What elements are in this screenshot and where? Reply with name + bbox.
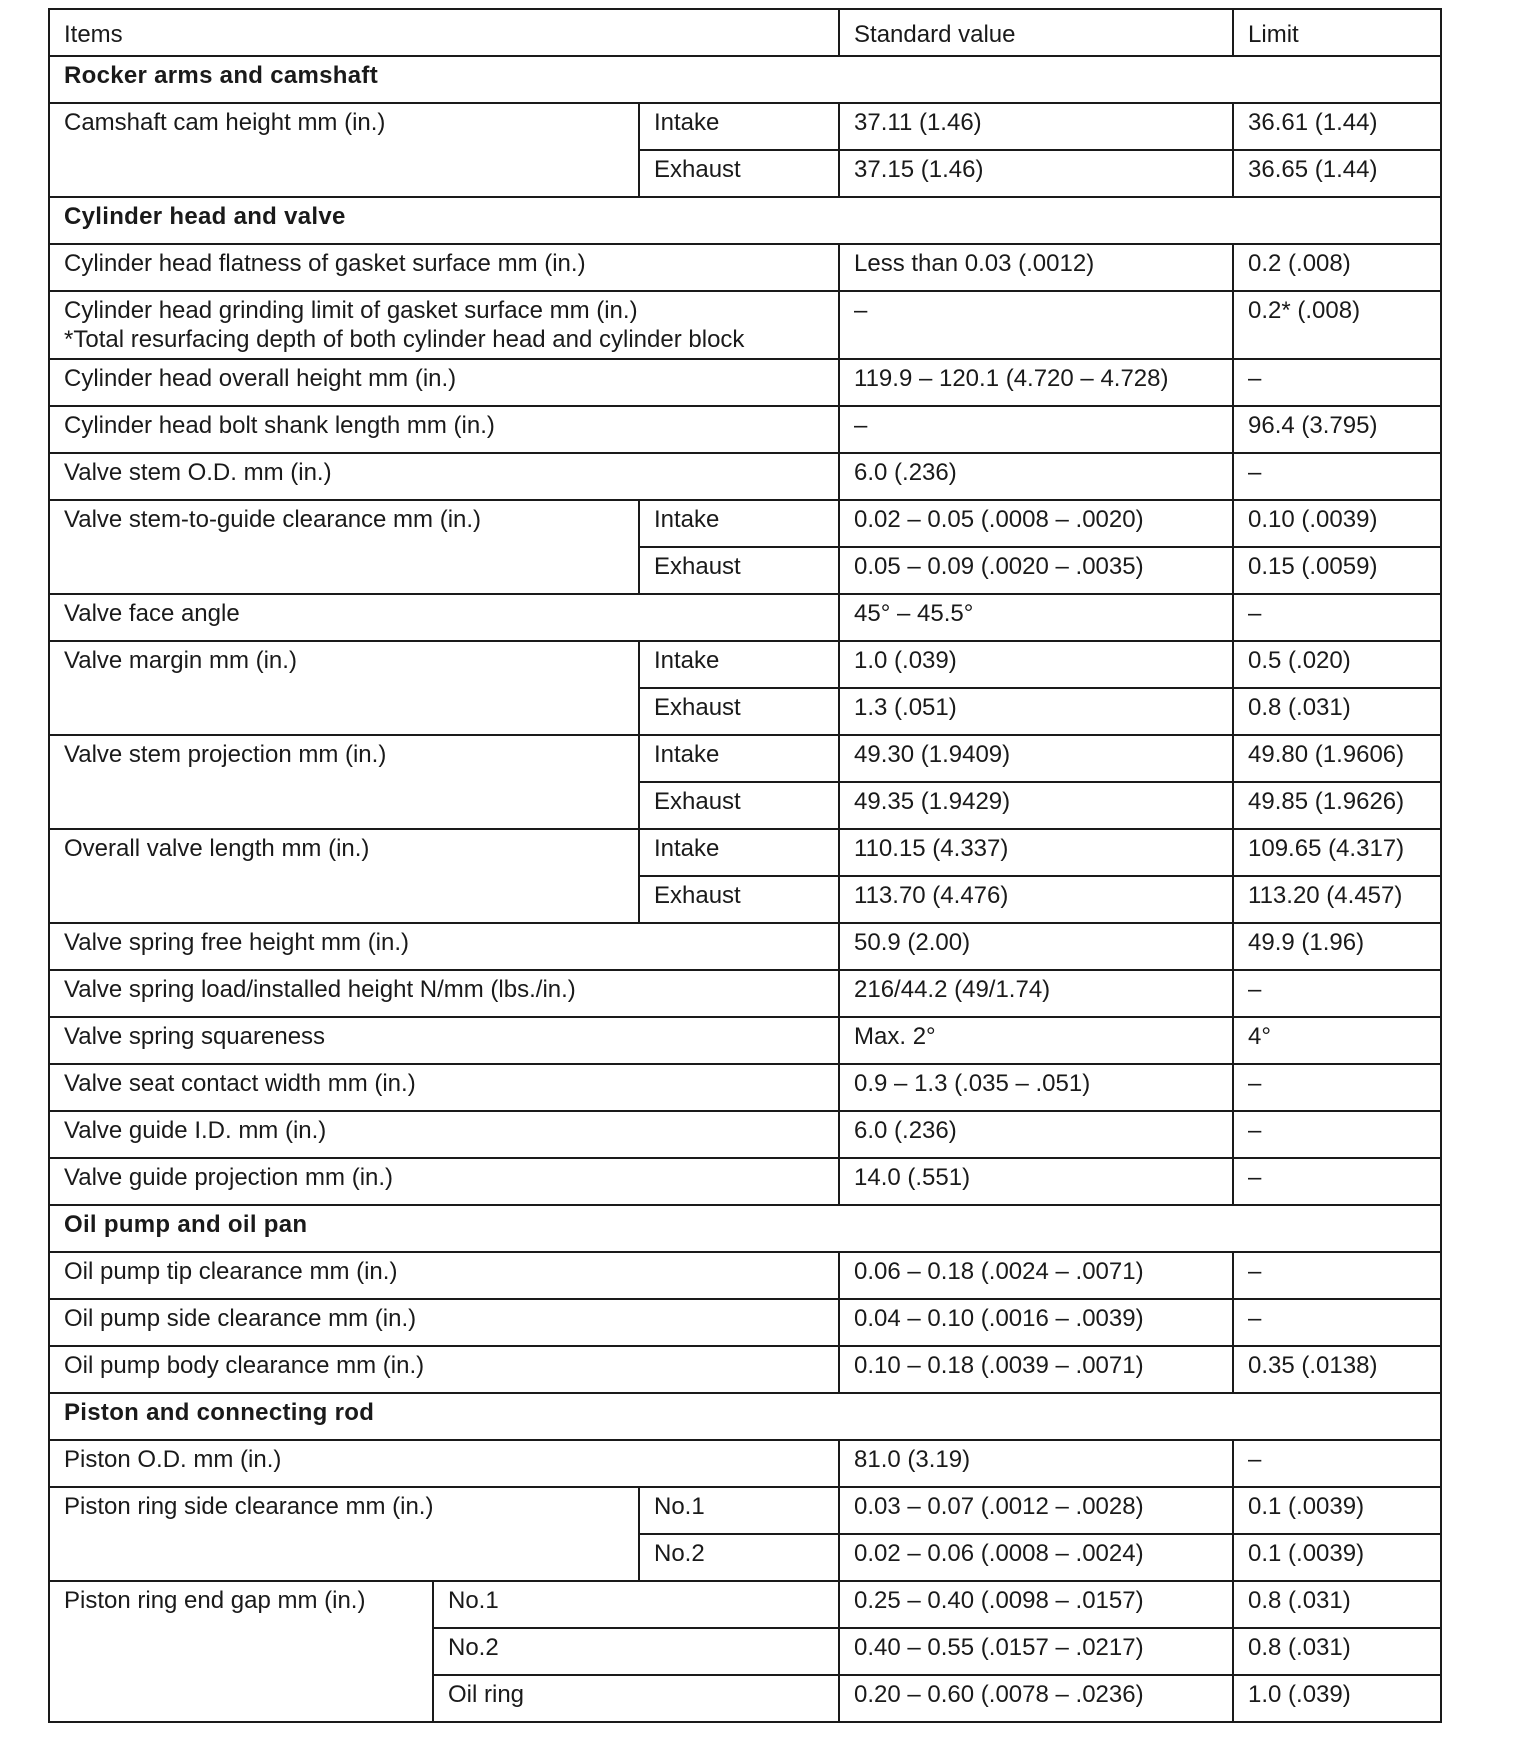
- table-row: [49, 406, 1441, 453]
- item-label: Cylinder head bolt shank length mm (in.): [49, 406, 839, 453]
- table-row: [49, 970, 1441, 1017]
- standard-value: 37.11 (1.46): [839, 103, 1233, 150]
- table-row: [49, 1346, 1441, 1393]
- spec-page: [48, 8, 1440, 1723]
- standard-value: 216/44.2 (49/1.74): [839, 970, 1233, 1017]
- sub-label: Oil ring: [433, 1675, 839, 1722]
- header-standard-value: Standard value: [839, 9, 1233, 56]
- section-title: Cylinder head and valve: [49, 197, 1441, 244]
- item-label: Valve face angle: [49, 594, 839, 641]
- standard-value: Max. 2°: [839, 1017, 1233, 1064]
- table-row: [49, 641, 1441, 688]
- standard-value: 0.02 – 0.05 (.0008 – .0020): [839, 500, 1233, 547]
- item-label: Valve margin mm (in.): [49, 641, 639, 735]
- table-row: [49, 453, 1441, 500]
- limit-value: 36.61 (1.44): [1233, 103, 1441, 150]
- standard-value: 45° – 45.5°: [839, 594, 1233, 641]
- standard-value: 6.0 (.236): [839, 453, 1233, 500]
- limit-value: 0.8 (.031): [1233, 1581, 1441, 1628]
- standard-value: –: [839, 406, 1233, 453]
- item-label: Overall valve length mm (in.): [49, 829, 639, 923]
- sub-label: No.1: [639, 1487, 839, 1534]
- sub-label: Exhaust: [639, 688, 839, 735]
- limit-value: 0.8 (.031): [1233, 688, 1441, 735]
- limit-value: 0.5 (.020): [1233, 641, 1441, 688]
- table-row: [49, 1440, 1441, 1487]
- table-row: [49, 1158, 1441, 1205]
- sub-label: Intake: [639, 103, 839, 150]
- sub-label: Intake: [639, 735, 839, 782]
- section-row: [49, 1205, 1441, 1252]
- item-label: [49, 291, 839, 359]
- standard-value: 0.04 – 0.10 (.0016 – .0039): [839, 1299, 1233, 1346]
- footnote-text: *Total resurfacing depth of both cylinder head and cylinder block: [64, 326, 745, 353]
- limit-value: –: [1233, 453, 1441, 500]
- sub-label: Intake: [639, 641, 839, 688]
- item-label: Valve stem O.D. mm (in.): [49, 453, 839, 500]
- table-row: [49, 1111, 1441, 1158]
- section-row: [49, 56, 1441, 103]
- item-label: Valve spring free height mm (in.): [49, 923, 839, 970]
- section-title: Piston and connecting rod: [49, 1393, 1441, 1440]
- limit-value: 4°: [1233, 1017, 1441, 1064]
- section-title: Rocker arms and camshaft: [49, 56, 1441, 103]
- limit-value: –: [1233, 1111, 1441, 1158]
- table-header-row: [49, 9, 1441, 56]
- table-row: [49, 244, 1441, 291]
- sub-label: Intake: [639, 500, 839, 547]
- table-row: [49, 291, 1441, 359]
- section-row: [49, 197, 1441, 244]
- limit-value: 1.0 (.039): [1233, 1675, 1441, 1722]
- standard-value: 14.0 (.551): [839, 1158, 1233, 1205]
- limit-value: 96.4 (3.795): [1233, 406, 1441, 453]
- standard-value: 0.9 – 1.3 (.035 – .051): [839, 1064, 1233, 1111]
- standard-value: 0.02 – 0.06 (.0008 – .0024): [839, 1534, 1233, 1581]
- standard-value: Less than 0.03 (.0012): [839, 244, 1233, 291]
- service-spec-table: [48, 8, 1442, 1723]
- limit-value: –: [1233, 359, 1441, 406]
- header-limit: Limit: [1233, 9, 1441, 56]
- limit-value: 49.85 (1.9626): [1233, 782, 1441, 829]
- sub-label: Exhaust: [639, 782, 839, 829]
- limit-value: 49.9 (1.96): [1233, 923, 1441, 970]
- table-row: [49, 1064, 1441, 1111]
- item-label: Valve spring squareness: [49, 1017, 839, 1064]
- item-label: Oil pump side clearance mm (in.): [49, 1299, 839, 1346]
- limit-value: 0.15 (.0059): [1233, 547, 1441, 594]
- standard-value: 0.25 – 0.40 (.0098 – .0157): [839, 1581, 1233, 1628]
- limit-value: 113.20 (4.457): [1233, 876, 1441, 923]
- item-label: Valve stem projection mm (in.): [49, 735, 639, 829]
- item-label: Valve seat contact width mm (in.): [49, 1064, 839, 1111]
- table-row: [49, 1487, 1441, 1534]
- limit-value: 0.10 (.0039): [1233, 500, 1441, 547]
- limit-value: 49.80 (1.9606): [1233, 735, 1441, 782]
- item-label: Cylinder head flatness of gasket surface mm (in.): [49, 244, 839, 291]
- item-label: Oil pump body clearance mm (in.): [49, 1346, 839, 1393]
- table-row: [49, 1252, 1441, 1299]
- table-row: [49, 1017, 1441, 1064]
- limit-value: 0.2 (.008): [1233, 244, 1441, 291]
- sub-label: Intake: [639, 829, 839, 876]
- limit-value: 109.65 (4.317): [1233, 829, 1441, 876]
- sub-label: Exhaust: [639, 876, 839, 923]
- item-label: Valve spring load/installed height N/mm (lbs./in.): [49, 970, 839, 1017]
- standard-value: 50.9 (2.00): [839, 923, 1233, 970]
- standard-value: 119.9 – 120.1 (4.720 – 4.728): [839, 359, 1233, 406]
- item-label: Valve guide projection mm (in.): [49, 1158, 839, 1205]
- standard-value: 0.05 – 0.09 (.0020 – .0035): [839, 547, 1233, 594]
- table-row: [49, 359, 1441, 406]
- item-label: Valve stem-to-guide clearance mm (in.): [49, 500, 639, 594]
- item-label: Valve guide I.D. mm (in.): [49, 1111, 839, 1158]
- table-row: [49, 1581, 1441, 1628]
- section-title: Oil pump and oil pan: [49, 1205, 1441, 1252]
- table-row: [49, 829, 1441, 876]
- table-row: [49, 594, 1441, 641]
- standard-value: 49.30 (1.9409): [839, 735, 1233, 782]
- limit-value: –: [1233, 594, 1441, 641]
- sub-label: No.2: [639, 1534, 839, 1581]
- standard-value: 81.0 (3.19): [839, 1440, 1233, 1487]
- standard-value: 0.40 – 0.55 (.0157 – .0217): [839, 1628, 1233, 1675]
- table-row: [49, 103, 1441, 150]
- sub-label: No.2: [433, 1628, 839, 1675]
- item-label: Piston O.D. mm (in.): [49, 1440, 839, 1487]
- limit-value: 0.1 (.0039): [1233, 1534, 1441, 1581]
- standard-value: 110.15 (4.337): [839, 829, 1233, 876]
- standard-value: 0.20 – 0.60 (.0078 – .0236): [839, 1675, 1233, 1722]
- standard-value: 1.3 (.051): [839, 688, 1233, 735]
- item-label: Piston ring end gap mm (in.): [49, 1581, 433, 1722]
- item-label-text: Cylinder head grinding limit of gasket surface mm (in.): [64, 297, 638, 324]
- limit-value: 0.2* (.008): [1233, 291, 1441, 359]
- standard-value: 6.0 (.236): [839, 1111, 1233, 1158]
- limit-value: –: [1233, 970, 1441, 1017]
- standard-value: 1.0 (.039): [839, 641, 1233, 688]
- limit-value: –: [1233, 1299, 1441, 1346]
- limit-value: –: [1233, 1158, 1441, 1205]
- sub-label: No.1: [433, 1581, 839, 1628]
- limit-value: –: [1233, 1252, 1441, 1299]
- standard-value: 49.35 (1.9429): [839, 782, 1233, 829]
- table-row: [49, 735, 1441, 782]
- limit-value: 0.1 (.0039): [1233, 1487, 1441, 1534]
- table-row: [49, 923, 1441, 970]
- table-row: [49, 1299, 1441, 1346]
- limit-value: –: [1233, 1440, 1441, 1487]
- sub-label: Exhaust: [639, 150, 839, 197]
- limit-value: –: [1233, 1064, 1441, 1111]
- standard-value: 37.15 (1.46): [839, 150, 1233, 197]
- item-label: Cylinder head overall height mm (in.): [49, 359, 839, 406]
- limit-value: 0.8 (.031): [1233, 1628, 1441, 1675]
- item-label: Oil pump tip clearance mm (in.): [49, 1252, 839, 1299]
- standard-value: 0.10 – 0.18 (.0039 – .0071): [839, 1346, 1233, 1393]
- item-label: Piston ring side clearance mm (in.): [49, 1487, 639, 1581]
- item-label: Camshaft cam height mm (in.): [49, 103, 639, 197]
- standard-value: 113.70 (4.476): [839, 876, 1233, 923]
- standard-value: 0.06 – 0.18 (.0024 – .0071): [839, 1252, 1233, 1299]
- header-items: Items: [49, 9, 839, 56]
- section-row: [49, 1393, 1441, 1440]
- table-row: [49, 500, 1441, 547]
- limit-value: 0.35 (.0138): [1233, 1346, 1441, 1393]
- sub-label: Exhaust: [639, 547, 839, 594]
- standard-value: –: [839, 291, 1233, 359]
- limit-value: 36.65 (1.44): [1233, 150, 1441, 197]
- standard-value: 0.03 – 0.07 (.0012 – .0028): [839, 1487, 1233, 1534]
